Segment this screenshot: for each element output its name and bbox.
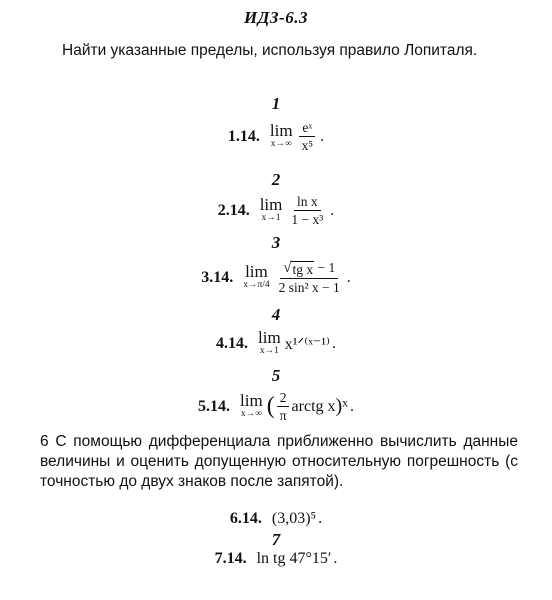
fraction-numerator: 2 <box>277 390 290 407</box>
lim-subscript: x→∞ <box>240 409 262 419</box>
problem-1-14 <box>0 120 552 153</box>
end-period: . <box>349 397 354 415</box>
group-number-7: 7 <box>271 530 281 549</box>
lim-word: lim <box>258 328 281 347</box>
problem-expression: ln tg 47°15′ <box>256 550 332 567</box>
close-paren-power: )ˣ <box>335 395 348 417</box>
fraction <box>277 390 290 423</box>
end-period: . <box>318 510 323 527</box>
problem-expression: (3,03)⁵ <box>271 510 317 527</box>
group-number-2: 2 <box>271 170 281 189</box>
limit-operator <box>270 123 293 150</box>
fraction-denominator: 2 sin² x − 1 <box>278 280 340 295</box>
fraction-denominator: x⁵ <box>301 138 314 153</box>
problem-label: 1.14. <box>227 127 260 145</box>
end-period: . <box>320 127 325 145</box>
problem-2-14 <box>0 194 552 227</box>
lim-subscript: x→1 <box>259 346 279 356</box>
problem-label: 5.14. <box>198 397 231 415</box>
lim-subscript: x→π/4 <box>243 280 270 290</box>
document-title: ИДЗ-6.3 <box>244 8 308 27</box>
limit-expression: x¹ᐟ⁽ˣ⁻¹⁾ <box>284 335 330 353</box>
fraction-denominator: 1 − x³ <box>291 212 324 227</box>
group-number-5: 5 <box>271 366 281 385</box>
problem-label: 7.14. <box>214 550 247 567</box>
end-period: . <box>333 550 338 567</box>
end-period: . <box>346 268 351 286</box>
lim-subscript: x→∞ <box>270 139 292 149</box>
fraction <box>288 194 326 227</box>
problem-6-14 <box>0 510 552 528</box>
fraction <box>276 260 343 295</box>
fraction-numerator: ln x <box>294 194 321 211</box>
fraction-denominator: π <box>279 408 287 423</box>
problem-label: 2.14. <box>217 201 250 219</box>
fraction <box>299 120 316 153</box>
limit-operator <box>240 393 263 420</box>
end-period: . <box>331 334 336 352</box>
lim-word: lim <box>245 262 268 281</box>
problem-3-14 <box>0 260 552 295</box>
group-number-4: 4 <box>271 305 281 324</box>
numerator-rest: − 1 <box>314 260 336 275</box>
fraction-numerator <box>280 260 338 279</box>
problem-7-14 <box>0 550 552 568</box>
problem-4-14 <box>0 330 552 357</box>
lim-word: lim <box>259 195 283 214</box>
group-number-3: 3 <box>271 233 281 252</box>
fraction-numerator: eˣ <box>299 120 315 137</box>
limit-operator <box>260 197 283 224</box>
sqrt-sign: √ <box>283 260 292 276</box>
end-period: . <box>330 201 335 219</box>
arctg-term: arctg x <box>291 397 336 415</box>
lim-subscript: x→1 <box>261 213 281 223</box>
sqrt-radicand: tg x <box>292 262 314 277</box>
group-number-1: 1 <box>271 94 281 113</box>
problem-label: 6.14. <box>229 510 262 527</box>
problem-label: 4.14. <box>216 334 249 352</box>
instruction-text: Найти указанные пределы, используя правило Лопиталя. <box>62 42 478 59</box>
problem-5-14 <box>0 390 552 423</box>
lim-word: lim <box>240 391 263 410</box>
task6-instruction: 6 С помощью дифференциала приближенно вычислить данные величины и оценить допущенную относительную погрешность (с точностью до двух знаков после запятой). <box>40 433 518 490</box>
limit-operator <box>258 330 281 357</box>
open-paren: ( <box>266 393 275 419</box>
lim-word: lim <box>269 121 293 140</box>
square-root <box>283 261 314 277</box>
problem-label: 3.14. <box>201 268 234 286</box>
limit-operator <box>243 264 269 291</box>
